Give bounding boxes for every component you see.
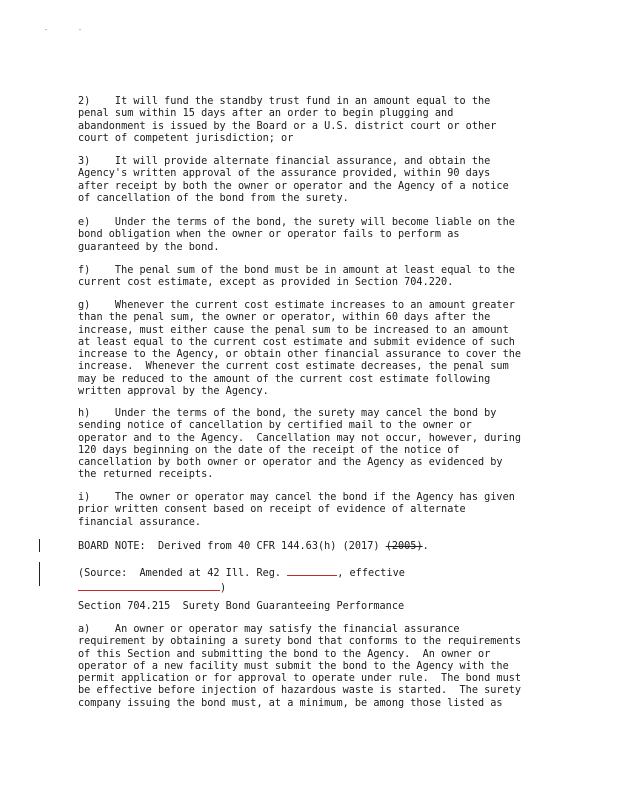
register-page-blank — [287, 565, 337, 576]
board-note-text: BOARD NOTE: Derived from 40 CFR 144.63(h) (2017) — [78, 541, 380, 552]
board-note — [78, 541, 548, 553]
change-bar — [39, 562, 40, 586]
section-paragraph-a: a) An owner or operator may satisfy the financial assurance requirement by obtaining a surety bond that conforms to the requirements of this Section and submitting the bond to the Agency. An owner or operator of a new facility must submit the bond to the Agency with the permit application or for approval to operate under rule. The bond must be effective before injection of hazardous waste is started. The surety company issuing the bond must, at a minimum, be among those listed as — [78, 624, 522, 709]
paragraph-2: 2) It will fund the standby trust fund in an amount equal to the penal sum within 15 days after an order to begin plugging and abandonment is issued by the Board or a U.S. district court or other court of competent jurisdiction; or — [78, 96, 497, 144]
board-note-struck-date: (2005) — [385, 541, 423, 552]
effective-date-blank — [78, 580, 220, 591]
paragraph-3: 3) It will provide alternate financial assurance, and obtain the Agency's written approval of the assurance provided, within 90 days after receipt by both the owner or operator and the Agency of a notice of cancellation of the bond from the surety. — [78, 156, 509, 204]
scan-artifact — [79, 29, 81, 30]
source-note-start: (Source: Amended at 42 Ill. Reg. — [78, 568, 288, 579]
paragraph-f: f) The penal sum of the bond must be in amount at least equal to the current cost estimate, except as provided in Section 704.220. — [78, 265, 515, 289]
change-bar — [39, 539, 40, 552]
paragraph-i: i) The owner or operator may cancel the bond if the Agency has given prior written consent based on receipt of evidence of alternate financial assurance. — [78, 492, 515, 528]
source-note-middle: , effective — [337, 568, 405, 579]
paragraph-g: g) Whenever the current cost estimate increases to an amount greater than the penal sum, the owner or operator, within 60 days after the increase, must either cause the penal sum to be increased to an amount at least equal to the current cost estimate and submit evidence of such increase to the Agency, or obtain other financial assurance to cover the increase. Whenever the current cost estimate decreases, the penal sum may be reduced to the amount of the current cost estimate following written approval by the Agency. — [78, 300, 522, 398]
section-heading: Section 704.215 Surety Bond Guaranteeing Performance — [78, 601, 405, 612]
paragraph-e: e) Under the terms of the bond, the surety will become liable on the bond obligation when the owner or operator fails to perform as guaranteed by the bond. — [78, 217, 515, 253]
source-note-end: ) — [220, 583, 227, 595]
paragraph-h: h) Under the terms of the bond, the surety may cancel the bond by sending notice of cancellation by certified mail to the owner or operator and to the Agency. Cancellation may not occur, however, during 120 days beginning on the date of the receipt of the notice of cancellation by both owner or operator and the Agency as evidenced by the returned receipts. — [78, 408, 522, 481]
board-note-end: . — [422, 541, 429, 552]
source-note — [78, 565, 548, 596]
scan-artifact — [45, 29, 47, 30]
